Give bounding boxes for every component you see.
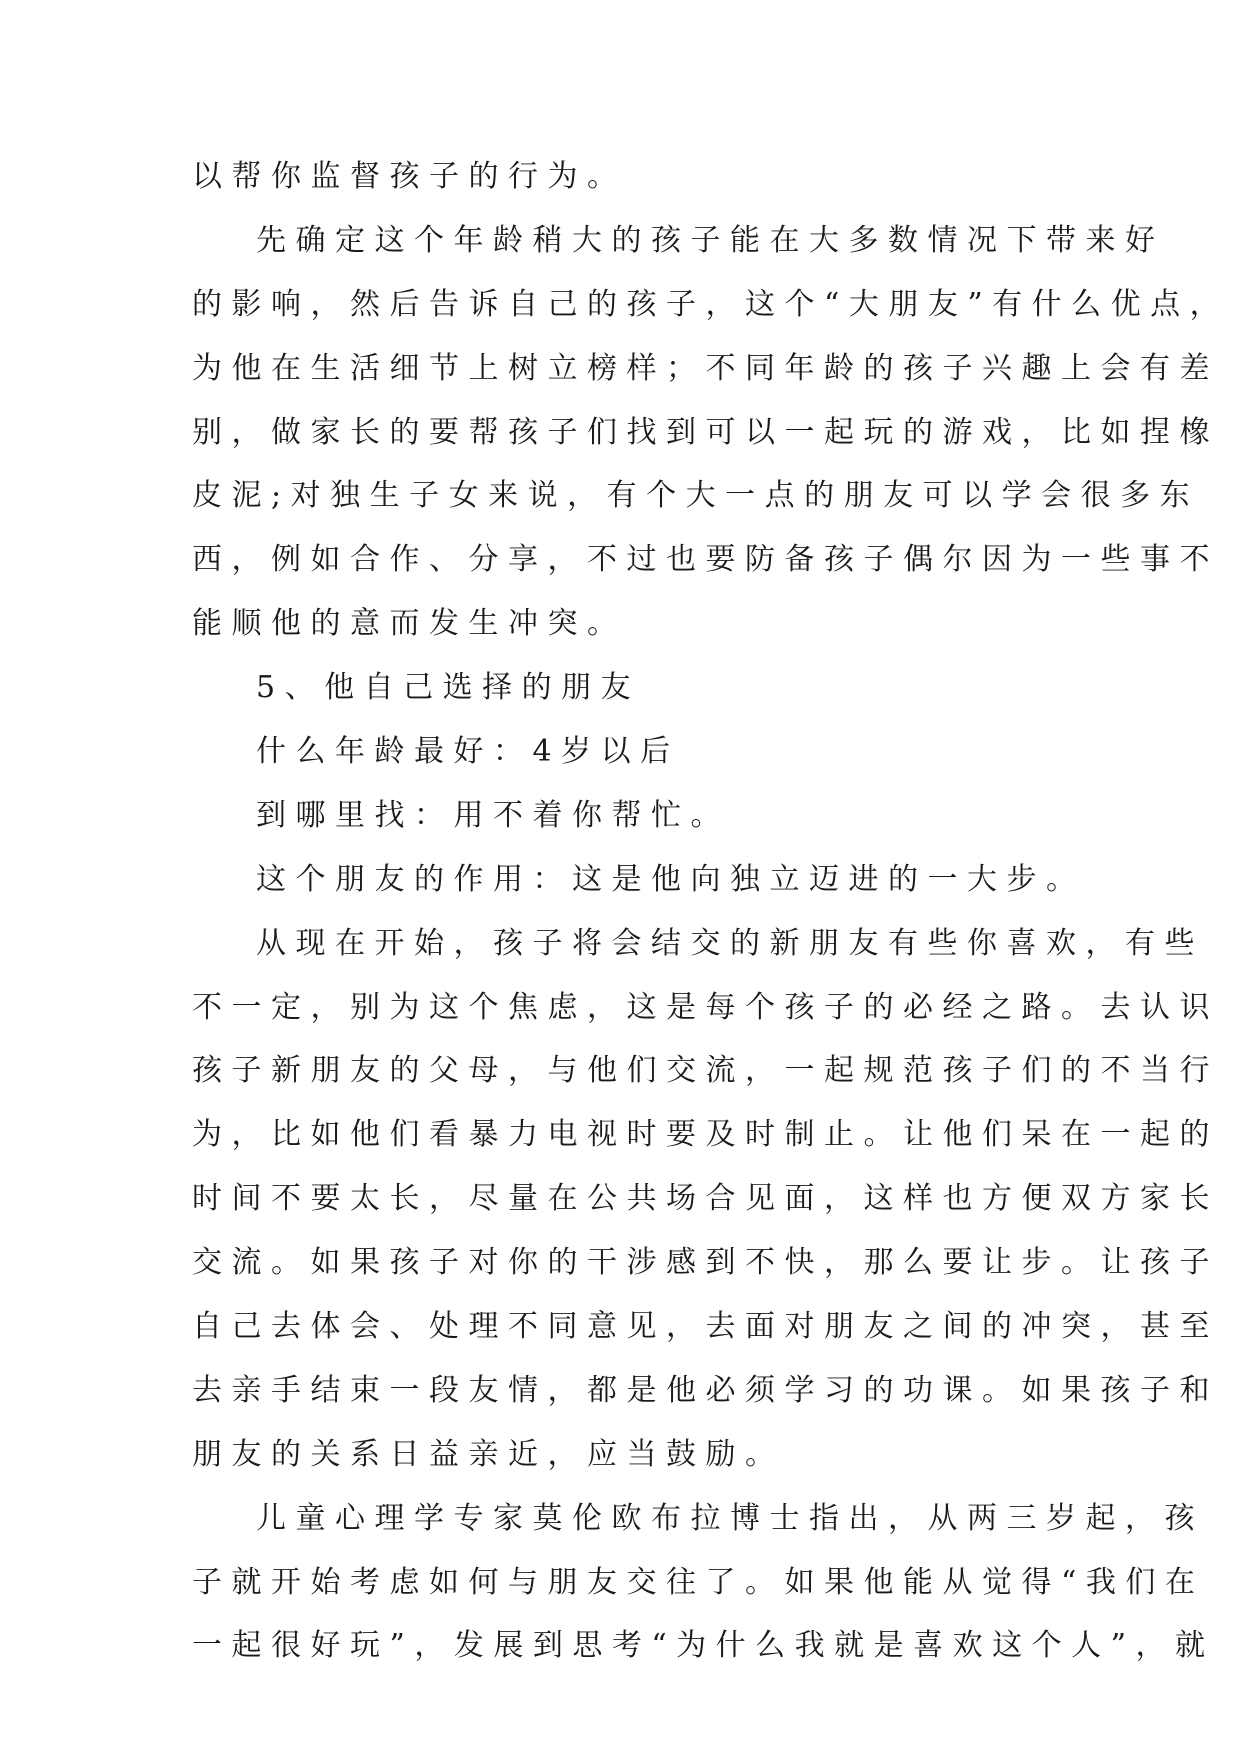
text-line: 这个朋友的作用：这是他向独立迈进的一大步。 xyxy=(256,861,1086,897)
text-line: 不一定，别为这个焦虑，这是每个孩子的必经之路。去认识 xyxy=(192,989,1219,1025)
document-body xyxy=(192,145,1230,1678)
text-line: 皮泥;对独生子女来说，有个大一点的朋友可以学会很多东 xyxy=(192,478,1200,514)
text-line: 以帮你监督孩子的行为。 xyxy=(192,159,627,194)
text-line: 交流。如果孩子对你的干涉感到不快，那么要让步。让孩子 xyxy=(192,1245,1219,1281)
text-line: 的影响，然后告诉自己的孩子，这个“大朋友”有什么优点， xyxy=(192,286,1230,322)
text-line: 去亲手结束一段友情，都是他必须学习的功课。如果孩子和 xyxy=(192,1372,1219,1408)
text-line: 儿童心理学专家莫伦欧布拉博士指出，从两三岁起，孩 xyxy=(256,1500,1204,1536)
section-heading: 5、他自己选择的朋友 xyxy=(256,670,641,706)
text-line: 一起很好玩”，发展到思考“为什么我就是喜欢这个人”，就 xyxy=(192,1628,1215,1664)
text-line: 为，比如他们看暴力电视时要及时制止。让他们呆在一起的 xyxy=(192,1117,1219,1153)
text-line: 孩子新朋友的父母，与他们交流，一起规范孩子们的不当行 xyxy=(192,1053,1219,1089)
text-line: 子就开始考虑如何与朋友交往了。如果他能从觉得“我们在 xyxy=(192,1564,1205,1600)
text-line: 西，例如合作、分享，不过也要防备孩子偶尔因为一些事不 xyxy=(192,542,1219,578)
text-line: 先确定这个年龄稍大的孩子能在大多数情况下带来好 xyxy=(256,222,1165,258)
text-line: 能顺他的意而发生冲突。 xyxy=(192,606,627,642)
text-line: 到哪里找：用不着你帮忙。 xyxy=(256,797,730,833)
text-line: 朋友的关系日益亲近，应当鼓励。 xyxy=(192,1436,785,1472)
text-line: 为他在生活细节上树立榜样；不同年龄的孩子兴趣上会有差 xyxy=(192,350,1219,386)
text-line: 什么年龄最好：4岁以后 xyxy=(256,734,680,770)
text-line: 别，做家长的要帮孩子们找到可以一起玩的游戏，比如捏橡 xyxy=(192,414,1219,450)
text-line: 从现在开始，孩子将会结交的新朋友有些你喜欢，有些 xyxy=(256,925,1204,961)
text-line: 自己去体会、处理不同意见，去面对朋友之间的冲突，甚至 xyxy=(192,1309,1219,1345)
text-line: 时间不要太长，尽量在公共场合见面，这样也方便双方家长 xyxy=(192,1181,1219,1217)
